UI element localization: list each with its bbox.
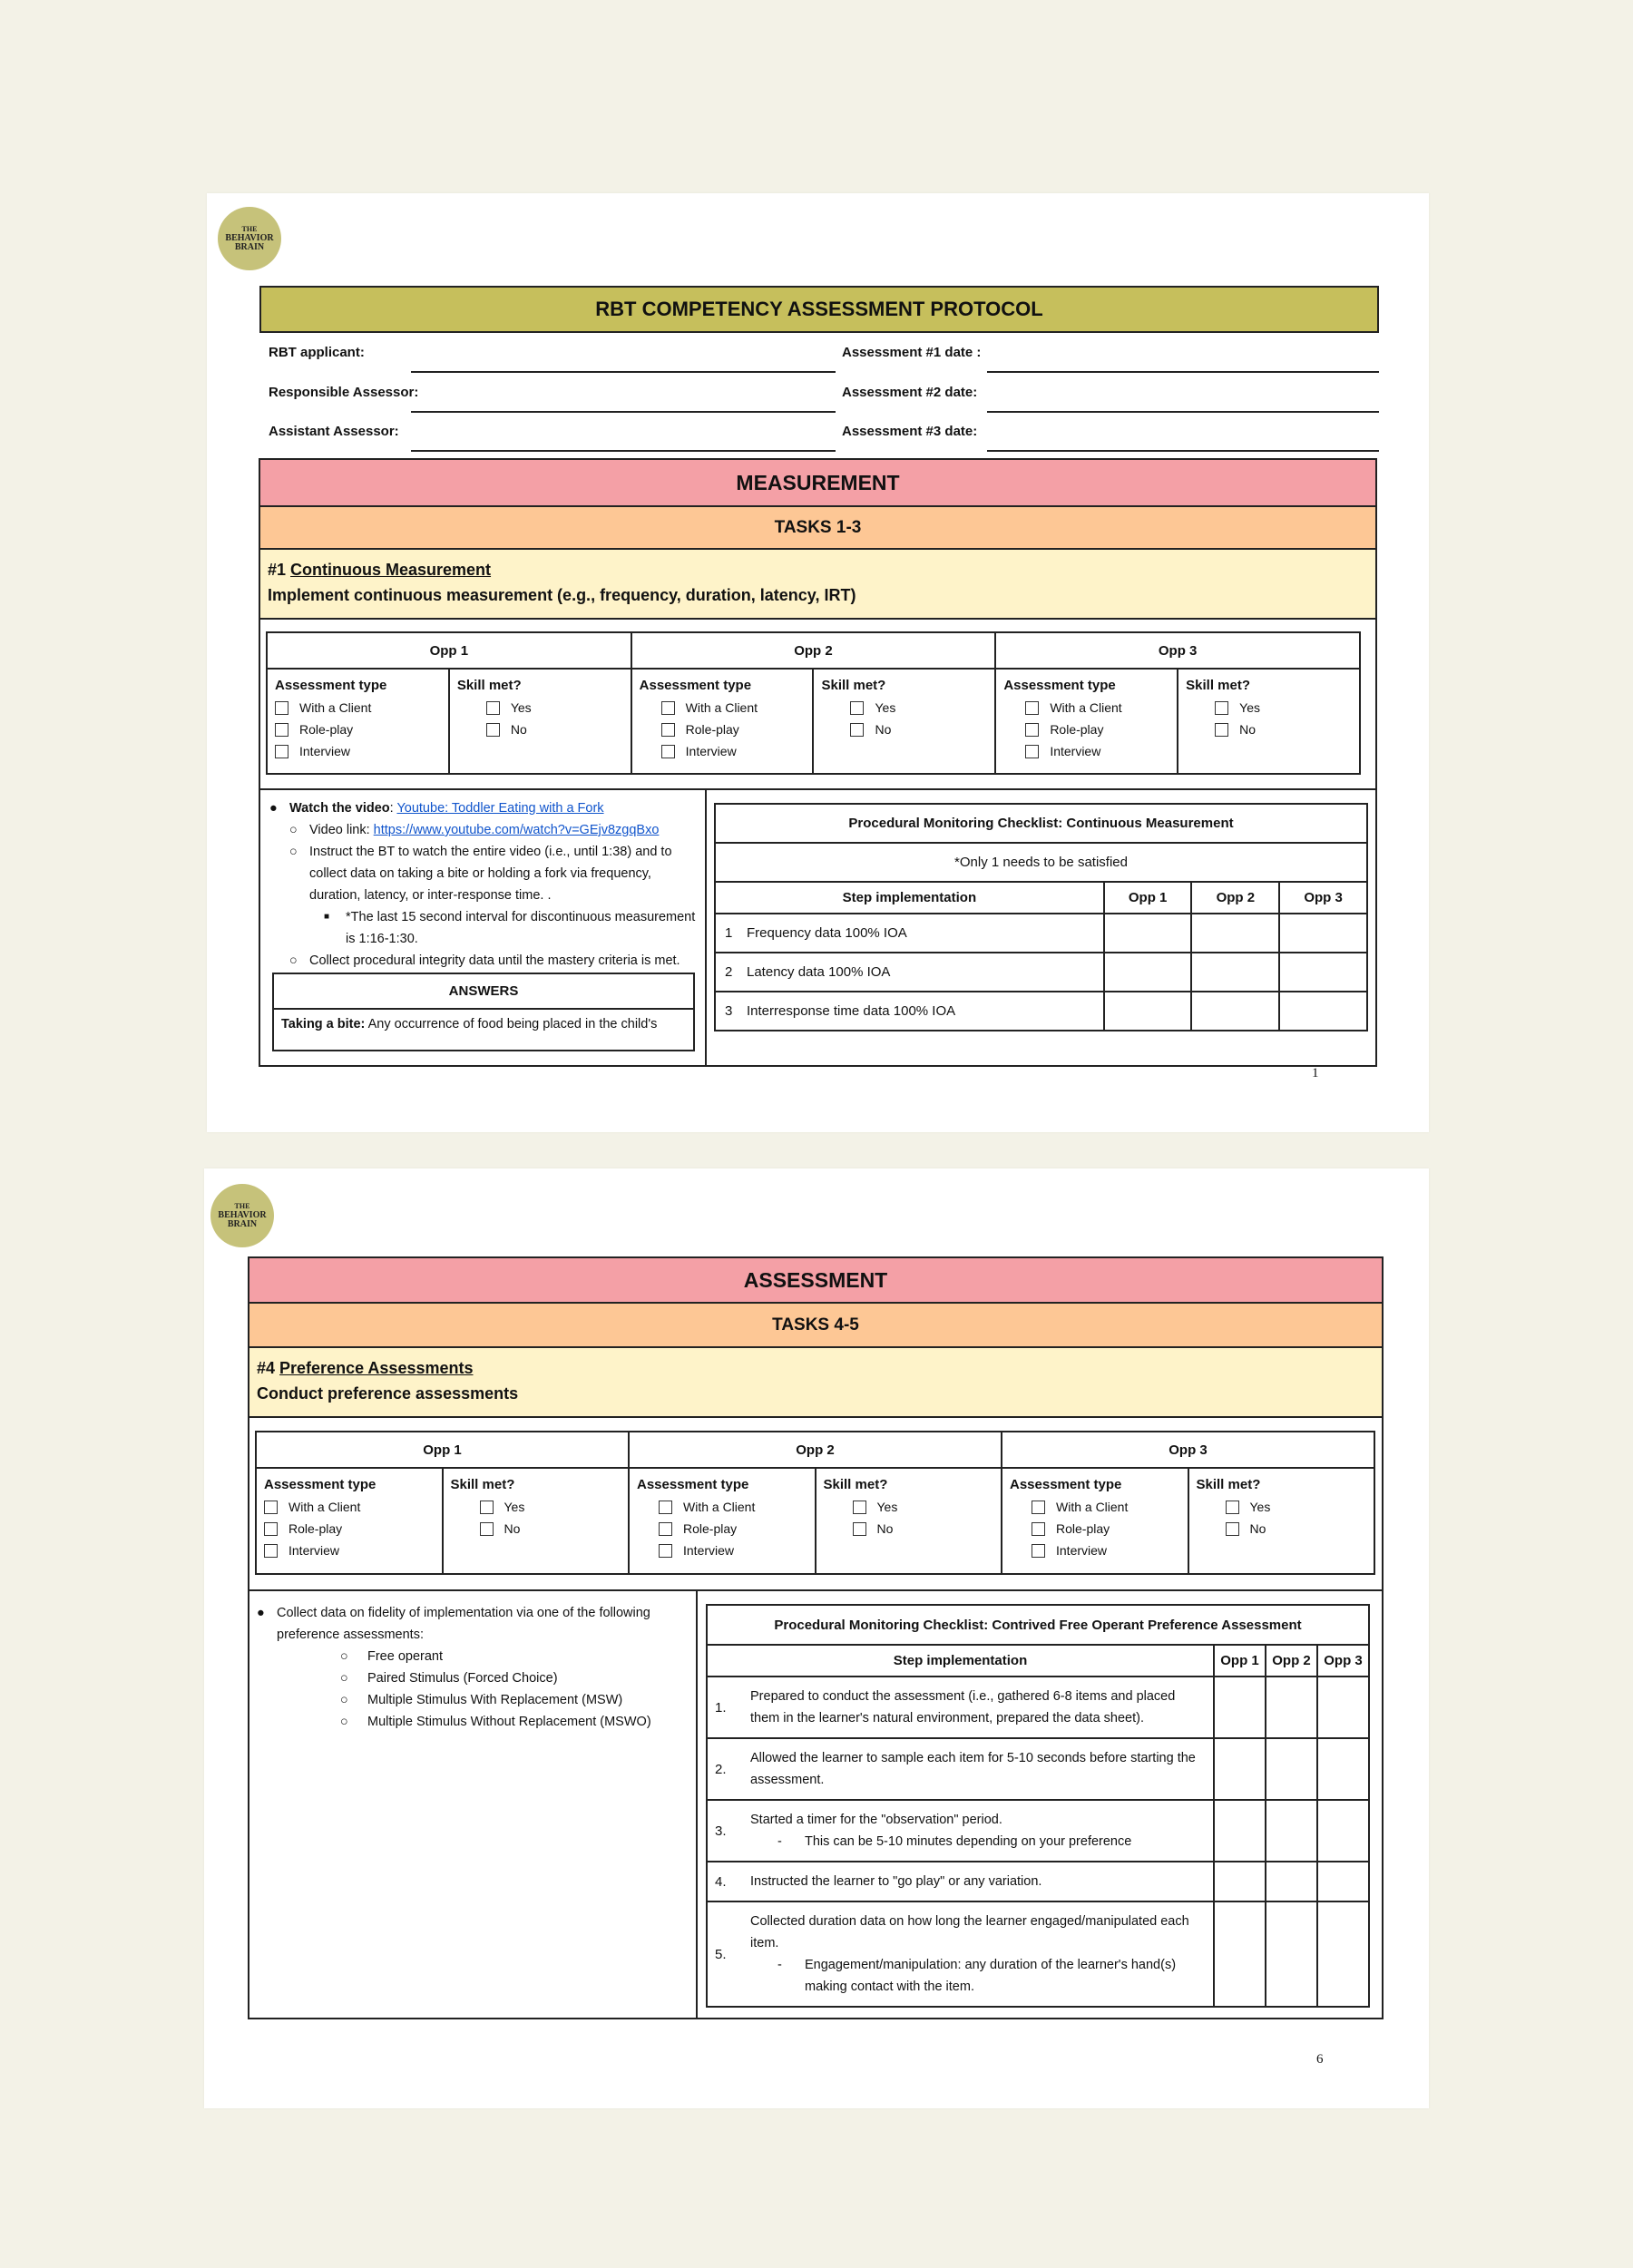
step-number: 4.: [707, 1862, 743, 1901]
skill-met-label: Skill met?: [456, 678, 522, 693]
collect-text: Collect data on fidelity of implementation via one of the following preference assessments:: [277, 1606, 650, 1642]
applicant-line[interactable]: [411, 371, 836, 373]
opp-table-wrap: [260, 620, 1375, 790]
field-label-applicant: RBT applicant:: [269, 345, 365, 360]
opp-col-header: Opp 2: [1266, 1645, 1317, 1677]
assessment-type-cell: [1002, 1468, 1188, 1574]
step-text: Started a timer for the "observation" period.: [750, 1813, 1002, 1827]
checkbox-icon: [853, 1501, 866, 1514]
checkbox-icon: [850, 723, 864, 737]
answers-box: [272, 973, 695, 1051]
skill-met-label: Skill met?: [450, 1477, 515, 1492]
checkbox-label: With a Client: [685, 700, 758, 715]
section-title-text: ASSESSMENT: [743, 1267, 888, 1292]
video-url-link[interactable]: https://www.youtube.com/watch?v=GEjv8zgqBxo: [373, 823, 660, 837]
checkbox-label: No: [1239, 722, 1257, 737]
option-item: [257, 1667, 683, 1689]
checkbox-icon: [1226, 1501, 1239, 1514]
checkbox-icon: [659, 1522, 672, 1536]
field-label-assistant-assessor: Assistant Assessor:: [269, 424, 399, 439]
checkbox-label: No: [875, 722, 892, 737]
skill-met-cell: [1178, 669, 1360, 774]
checkbox-icon: [659, 1501, 672, 1514]
circle-bullet-icon: ○: [340, 1649, 348, 1664]
field-label-date-2: Assessment #2 date:: [842, 385, 978, 400]
opp-header: Opp 1: [267, 632, 631, 669]
checkbox-label: Interview: [299, 744, 351, 758]
circle-bullet-icon: ○: [289, 823, 298, 837]
answer-text: Any occurrence of food being placed in the child's: [365, 1017, 658, 1031]
field-label-date-3: Assessment #3 date:: [842, 424, 978, 439]
step-number: 5.: [707, 1901, 743, 2007]
sub-text: This can be 5-10 minutes depending on your preference: [805, 1834, 1132, 1849]
checklist-table: [714, 803, 1368, 1031]
answers-title: ANSWERS: [274, 974, 693, 1010]
instructions-list: [269, 797, 696, 972]
task-name-line: [268, 557, 1368, 582]
skill-met-cell: [1188, 1468, 1375, 1574]
page-number: 1: [1312, 1066, 1319, 1080]
checklist-row: [707, 1901, 1369, 2007]
checklist-row: [715, 992, 1367, 1031]
checkbox-interview[interactable]: [264, 1540, 435, 1561]
checkbox-no[interactable]: [1197, 1518, 1367, 1540]
note-item: [269, 906, 696, 950]
sub-item: [750, 1954, 1204, 1998]
checklist-row: [715, 914, 1367, 953]
tasks-title-text: TASKS 1-3: [774, 517, 862, 537]
checkbox-icon: [1025, 723, 1039, 737]
checkbox-icon: [661, 745, 675, 758]
assessment-type-label: Assessment type: [1010, 1477, 1122, 1492]
checklist-note: *Only 1 needs to be satisfied: [715, 843, 1367, 882]
checkbox-no[interactable]: [1186, 719, 1352, 740]
checkbox-label: No: [504, 1521, 521, 1536]
answer-row: [274, 1010, 693, 1039]
checkbox-label: Interview: [1056, 1543, 1108, 1558]
assessment-type-cell: [267, 669, 449, 774]
field-label-date-1: Assessment #1 date :: [842, 345, 982, 360]
checkbox-with-client[interactable]: [637, 1496, 807, 1518]
field-label-responsible-assessor: Responsible Assessor:: [269, 385, 419, 400]
tasks-title: [249, 1304, 1382, 1348]
checkbox-icon: [659, 1544, 672, 1558]
checkbox-interview[interactable]: [1003, 740, 1169, 762]
step-header: Step implementation: [715, 882, 1104, 914]
step-header: Step implementation: [707, 1645, 1214, 1677]
checkbox-icon: [486, 723, 500, 737]
step-number: 1: [725, 925, 733, 941]
opp-table: [255, 1431, 1375, 1575]
checkbox-no[interactable]: [821, 719, 987, 740]
tasks-title: [260, 507, 1375, 550]
checklist-title: Procedural Monitoring Checklist: Contrived Free Operant Preference Assessment: [707, 1605, 1369, 1645]
checkbox-role-play[interactable]: [264, 1518, 435, 1540]
section-title-text: MEASUREMENT: [736, 470, 900, 494]
date-1-line[interactable]: [987, 371, 1379, 373]
opp-col-header: Opp 2: [1191, 882, 1279, 914]
checkbox-label: Interview: [683, 1543, 735, 1558]
skill-met-cell: [443, 1468, 630, 1574]
checkbox-label: Interview: [288, 1543, 340, 1558]
checkbox-icon: [1032, 1544, 1045, 1558]
responsible-assessor-line[interactable]: [411, 411, 836, 413]
bullet-icon: ●: [257, 1606, 265, 1620]
step-number: 3.: [707, 1800, 743, 1862]
checkbox-label: Role-play: [1056, 1521, 1110, 1536]
task-name: Preference Assessments: [279, 1359, 474, 1377]
checkbox-label: Interview: [1050, 744, 1101, 758]
checkbox-yes[interactable]: [1186, 697, 1352, 719]
assessment-type-cell: [631, 669, 814, 774]
option-text: Paired Stimulus (Forced Choice): [367, 1671, 558, 1686]
checkbox-yes[interactable]: [824, 1496, 994, 1518]
opp-header: Opp 3: [1002, 1432, 1374, 1468]
checkbox-label: No: [510, 722, 527, 737]
page-number: 6: [1316, 2052, 1324, 2067]
task-header: [260, 550, 1375, 620]
opp-check-cell[interactable]: [1266, 1800, 1317, 1862]
checkbox-role-play[interactable]: [1010, 1518, 1180, 1540]
tasks-title-text: TASKS 4-5: [772, 1315, 859, 1334]
checkbox-icon: [264, 1522, 278, 1536]
step-number: 2.: [707, 1738, 743, 1800]
assessment-type-cell: [629, 1468, 816, 1574]
protocol-title: [259, 286, 1379, 333]
checkbox-yes[interactable]: [451, 1496, 621, 1518]
step-cell: [743, 1901, 1214, 2007]
step-cell: [715, 992, 1104, 1031]
opp-check-cell[interactable]: [1279, 992, 1367, 1031]
checkbox-icon: [1032, 1522, 1045, 1536]
checkbox-with-client[interactable]: [275, 697, 441, 719]
instructions-left: [260, 790, 707, 1065]
watch-video-item: [269, 797, 696, 819]
checkbox-label: Yes: [1239, 700, 1260, 715]
checkbox-role-play[interactable]: [275, 719, 441, 740]
step-text: Frequency data 100% IOA: [747, 925, 907, 941]
checkbox-label: Role-play: [288, 1521, 343, 1536]
checkbox-yes[interactable]: [1197, 1496, 1367, 1518]
square-bullet-icon: ■: [324, 912, 330, 922]
option-item: [257, 1711, 683, 1733]
section-title: [249, 1258, 1382, 1304]
opp-col-header: Opp 1: [1214, 1645, 1266, 1677]
collect-text: Collect procedural integrity data until the mastery criteria is met.: [309, 953, 680, 968]
checkbox-interview[interactable]: [1010, 1540, 1180, 1561]
instructions-list: [257, 1602, 683, 1733]
checkbox-icon: [480, 1501, 494, 1514]
checkbox-label: No: [876, 1521, 894, 1536]
checklist-row: [707, 1800, 1369, 1862]
skill-met-cell: [816, 1468, 1002, 1574]
checkbox-role-play[interactable]: [637, 1518, 807, 1540]
opp-check-cell[interactable]: [1266, 1677, 1317, 1738]
colon: :: [389, 801, 397, 816]
instruct-item: [269, 841, 696, 906]
checkbox-role-play[interactable]: [640, 719, 806, 740]
skill-met-cell: [813, 669, 995, 774]
checkbox-icon: [480, 1522, 494, 1536]
answer-label: Taking a bite:: [281, 1017, 366, 1031]
checkbox-label: Role-play: [683, 1521, 738, 1536]
checkbox-label: Interview: [685, 744, 737, 758]
checkbox-label: Yes: [1249, 1500, 1271, 1514]
checkbox-icon: [1226, 1522, 1239, 1536]
checkbox-label: Role-play: [299, 722, 354, 737]
checkbox-icon: [1032, 1501, 1045, 1514]
skill-met-label: Skill met?: [821, 678, 886, 693]
logo-text: THE: [241, 225, 258, 233]
step-text: Instructed the learner to "go play" or any variation.: [750, 1874, 1042, 1889]
logo-text: THE: [234, 1202, 250, 1210]
opp-check-cell[interactable]: [1214, 1901, 1266, 2007]
step-number: 3: [725, 1003, 733, 1019]
checkbox-interview[interactable]: [637, 1540, 807, 1561]
checkbox-label: Yes: [876, 1500, 898, 1514]
checklist-row: [715, 953, 1367, 992]
opp-col-header: Opp 3: [1317, 1645, 1369, 1677]
circle-bullet-icon: ○: [340, 1715, 348, 1729]
task-number: #4: [257, 1359, 280, 1377]
instructions-area: [249, 1591, 1382, 2018]
step-cell: [743, 1800, 1214, 1862]
checkbox-label: Yes: [510, 700, 532, 715]
logo-text: BEHAVIOR: [225, 233, 274, 243]
dash-bullet-icon: -: [777, 1834, 782, 1849]
circle-bullet-icon: ○: [289, 953, 298, 968]
step-cell: [715, 914, 1104, 953]
option-text: Free operant: [367, 1649, 444, 1664]
opp-check-cell[interactable]: [1317, 1901, 1369, 2007]
step-cell: [743, 1738, 1214, 1800]
circle-bullet-icon: ○: [340, 1671, 348, 1686]
checklist-row: [707, 1677, 1369, 1738]
checkbox-with-client[interactable]: [264, 1496, 435, 1518]
task-number: #1: [268, 561, 291, 579]
checkbox-label: With a Client: [299, 700, 372, 715]
assistant-assessor-line[interactable]: [411, 450, 836, 452]
assessment-type-cell: [256, 1468, 443, 1574]
instruct-text: Instruct the BT to watch the entire video (i.e., until 1:38) and to collect data on taking a bite or holding a fork via frequency, duration, latency, or inter-response time. .: [309, 845, 672, 903]
protocol-title-text: RBT COMPETENCY ASSESSMENT PROTOCOL: [595, 298, 1043, 320]
task-description: Implement continuous measurement (e.g., frequency, duration, latency, IRT): [268, 586, 856, 604]
assessment-type-label: Assessment type: [1003, 678, 1116, 693]
skill-met-label: Skill met?: [1186, 678, 1250, 693]
checkbox-icon: [1025, 745, 1039, 758]
checkbox-icon: [661, 723, 675, 737]
collect-item: [269, 950, 696, 972]
opp-col-header: Opp 1: [1104, 882, 1192, 914]
checklist-row: [707, 1738, 1369, 1800]
checkbox-with-client[interactable]: [1010, 1496, 1180, 1518]
watch-video-text: [289, 797, 604, 819]
skill-met-label: Skill met?: [823, 1477, 888, 1492]
opp-check-cell[interactable]: [1191, 914, 1279, 953]
assessment-type-label: Assessment type: [264, 1477, 376, 1492]
assessment-type-label: Assessment type: [275, 678, 387, 693]
opp-check-cell[interactable]: [1214, 1862, 1266, 1901]
checkbox-yes[interactable]: [821, 697, 987, 719]
instructions-area: [260, 790, 1375, 1065]
circle-bullet-icon: ○: [340, 1693, 348, 1707]
step-text: Allowed the learner to sample each item for 5-10 seconds before starting the assessment.: [750, 1751, 1196, 1787]
checkbox-role-play[interactable]: [1003, 719, 1169, 740]
video-title-link[interactable]: Youtube: Toddler Eating with a Fork: [396, 801, 604, 816]
opp-table: [266, 631, 1361, 775]
checkbox-icon: [486, 701, 500, 715]
assessment-type-cell: [995, 669, 1178, 774]
task-description: Conduct preference assessments: [257, 1384, 519, 1403]
step-text: Collected duration data on how long the learner engaged/manipulated each item.: [750, 1914, 1189, 1950]
option-item: [257, 1646, 683, 1667]
opp-check-cell[interactable]: [1104, 914, 1192, 953]
checkbox-label: With a Client: [1056, 1500, 1129, 1514]
step-cell: [743, 1862, 1214, 1901]
opp-check-cell[interactable]: [1191, 953, 1279, 992]
checkbox-icon: [275, 701, 288, 715]
skill-met-label: Skill met?: [1196, 1477, 1261, 1492]
section-title: [260, 460, 1375, 507]
checkbox-with-client[interactable]: [1003, 697, 1169, 719]
checkbox-icon: [1025, 701, 1039, 715]
note-text: *The last 15 second interval for discontinuous measurement is 1:16-1:30.: [346, 910, 696, 946]
opp-check-cell[interactable]: [1317, 1738, 1369, 1800]
opp-check-cell[interactable]: [1266, 1901, 1317, 2007]
checklist-table: [706, 1604, 1370, 2008]
assessment-type-label: Assessment type: [639, 678, 752, 693]
checkbox-no[interactable]: [451, 1518, 621, 1540]
checkbox-no[interactable]: [824, 1518, 994, 1540]
checklist-wrap: [714, 803, 1368, 1031]
bullet-icon: ●: [269, 801, 278, 816]
checkbox-label: No: [1249, 1521, 1266, 1536]
step-text: Interresponse time data 100% IOA: [747, 1003, 956, 1019]
opp-check-cell[interactable]: [1317, 1677, 1369, 1738]
dash-bullet-icon: -: [777, 1958, 782, 1972]
checkbox-label: Role-play: [685, 722, 739, 737]
checkbox-icon: [661, 701, 675, 715]
step-number: 2: [725, 964, 733, 980]
checkbox-icon: [275, 723, 288, 737]
logo-text: BRAIN: [234, 242, 265, 252]
checkbox-yes[interactable]: [457, 697, 623, 719]
logo-text: BEHAVIOR: [218, 1210, 267, 1220]
checkbox-label: Role-play: [1050, 722, 1104, 737]
assessment-section: [248, 1256, 1384, 2019]
step-text: Prepared to conduct the assessment (i.e., gathered 6-8 items and placed them in the learner's natural environment, prepared the data sheet).: [750, 1689, 1176, 1725]
measurement-section: [259, 458, 1377, 1067]
option-text: Multiple Stimulus Without Replacement (MSWO): [367, 1715, 651, 1729]
step-number: 1.: [707, 1677, 743, 1738]
opp-col-header: Opp 3: [1279, 882, 1367, 914]
opp-check-cell[interactable]: [1214, 1738, 1266, 1800]
video-link-text: [309, 819, 659, 841]
checkbox-icon: [853, 1522, 866, 1536]
opp-header: Opp 2: [629, 1432, 1002, 1468]
sub-item: [750, 1831, 1204, 1853]
opp-check-cell[interactable]: [1191, 992, 1279, 1031]
checklist-title: Procedural Monitoring Checklist: Continuous Measurement: [715, 804, 1367, 843]
date-2-line[interactable]: [987, 411, 1379, 413]
opp-check-cell[interactable]: [1317, 1800, 1369, 1862]
checklist-wrap: [706, 1604, 1370, 2008]
skill-met-cell: [449, 669, 631, 774]
option-text: Multiple Stimulus With Replacement (MSW): [367, 1693, 623, 1707]
checkbox-icon: [264, 1501, 278, 1514]
step-cell: [743, 1677, 1214, 1738]
sub-text: Engagement/manipulation: any duration of the learner's hand(s) making contact with the item.: [805, 1958, 1177, 1994]
step-text: Latency data 100% IOA: [747, 964, 891, 980]
checklist-row: [707, 1862, 1369, 1901]
circle-bullet-icon: ○: [289, 845, 298, 859]
step-cell: [715, 953, 1104, 992]
opp-table-wrap: [249, 1418, 1382, 1591]
task-name: Continuous Measurement: [290, 561, 492, 579]
page-6: [204, 1168, 1429, 2108]
opp-check-cell[interactable]: [1266, 1738, 1317, 1800]
opp-check-cell[interactable]: [1104, 992, 1192, 1031]
checkbox-label: With a Client: [683, 1500, 756, 1514]
opp-header: Opp 2: [631, 632, 996, 669]
opp-check-cell[interactable]: [1317, 1862, 1369, 1901]
opp-check-cell[interactable]: [1214, 1800, 1266, 1862]
opp-check-cell[interactable]: [1279, 914, 1367, 953]
opp-check-cell[interactable]: [1279, 953, 1367, 992]
task-header: [249, 1348, 1382, 1418]
page-1: [207, 193, 1429, 1132]
checkbox-icon: [1215, 701, 1228, 715]
behavior-brain-logo: [218, 207, 281, 270]
checkbox-no[interactable]: [457, 719, 623, 740]
checkbox-label: With a Client: [288, 1500, 361, 1514]
assessment-type-label: Assessment type: [637, 1477, 749, 1492]
checkbox-icon: [264, 1544, 278, 1558]
checkbox-label: Yes: [875, 700, 896, 715]
opp-header: Opp 3: [995, 632, 1360, 669]
checkbox-label: With a Client: [1050, 700, 1122, 715]
option-item: [257, 1689, 683, 1711]
opp-check-cell[interactable]: [1266, 1862, 1317, 1901]
opp-check-cell[interactable]: [1104, 953, 1192, 992]
checkbox-with-client[interactable]: [640, 697, 806, 719]
checkbox-label: Yes: [504, 1500, 525, 1514]
checkbox-icon: [1215, 723, 1228, 737]
behavior-brain-logo: [210, 1184, 274, 1247]
opp-check-cell[interactable]: [1214, 1677, 1266, 1738]
collect-item: [257, 1602, 683, 1646]
checkbox-icon: [275, 745, 288, 758]
video-link-item: [269, 819, 696, 841]
logo-text: BRAIN: [227, 1219, 258, 1229]
checkbox-icon: [850, 701, 864, 715]
task-name-line: [257, 1355, 1374, 1381]
video-link-label: Video link:: [309, 823, 374, 837]
date-3-line[interactable]: [987, 450, 1379, 452]
instructions-left: [249, 1591, 698, 2018]
watch-video-label: Watch the video: [289, 801, 390, 816]
opp-header: Opp 1: [256, 1432, 629, 1468]
checkbox-interview[interactable]: [275, 740, 441, 762]
checkbox-interview[interactable]: [640, 740, 806, 762]
